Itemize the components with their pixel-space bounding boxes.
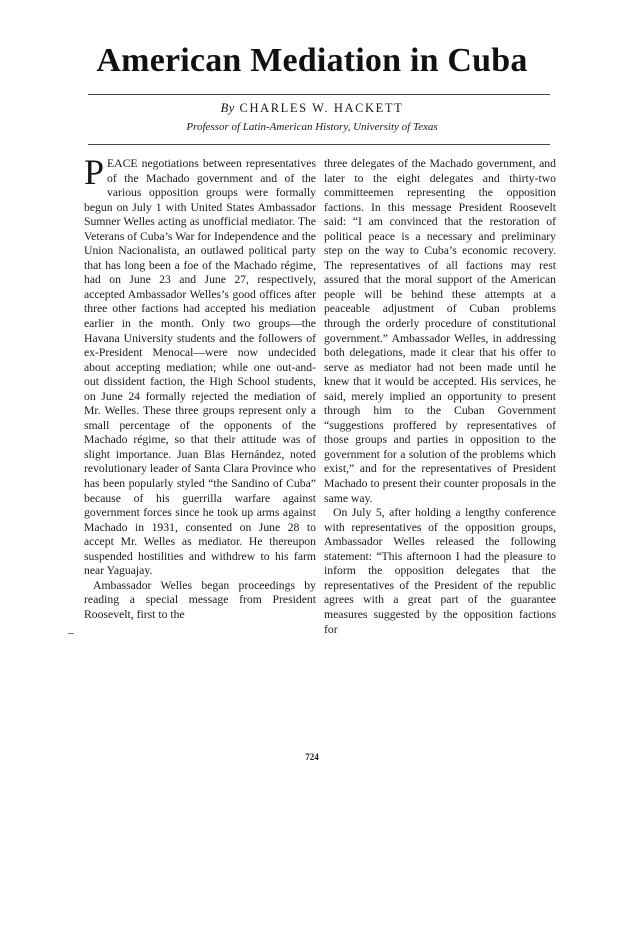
author-name: CHARLES W. HACKETT bbox=[239, 101, 404, 115]
left-column bbox=[84, 152, 316, 623]
drop-cap: P bbox=[84, 152, 105, 192]
title-rule-top bbox=[88, 94, 550, 95]
left-paragraph-1 bbox=[84, 152, 316, 579]
right-paragraph-1: three delegates of the Machado government, and later to the eight delegates and thirty-two committeemen representing the opposition factions. In this message President Roosevelt said: “I am convinced that the restoration of political peace is a necessary and preliminary step on the way to Cuba’s economic recovery. The representatives of all factions may rest assured that the moral support of the American people will be behind these attempts at a peaceable adjustment of Cuban problems through the orderly procedure of constitutional government.” Ambassador Welles, in addressing both delegations, made it clear that his offer to serve as mediator had not been made until he knew that it would be accepted. His services, he said, merely implied an opportunity to present through him to the Cuban Government “suggestions proffered by representatives of those groups and parties in opposition to the government for a solution of the problems which exist,” and for the representatives of President Machado to present their counter proposals in the same way. bbox=[324, 157, 556, 505]
lead-smallcaps: EACE bbox=[107, 157, 138, 170]
author-affiliation: Professor of Latin-American History, University of Texas bbox=[186, 121, 438, 133]
margin-mark bbox=[68, 633, 74, 634]
byline-prefix: By bbox=[220, 101, 235, 115]
left-paragraph-2: Ambassador Welles began proceedings by reading a special message from President Roosevelt, first to the bbox=[84, 578, 316, 621]
left-paragraph-1-text: negotiations between representatives of the Machado government and of the various opposition groups were formally begun on July 1 with United States Ambassador Sumner Welles acting as unofficial mediator. The Veterans of Cuba’s War for Independence and the Union Nacionalista, an outlawed political party that has long been a foe of the Machado régime, had on June 23 and June 27, respectively, accepted Ambassador Welles’s good offices after three other factions had accepted his mediation earlier in the month. Only two groups—the Havana University students and the followers of ex-President Menocal—were now undecided about accepting mediation; while one out-and-out dissident faction, the High School students, on June 24 formally rejected the mediation of Mr. Welles. These three groups represent only a small percentage of the opponents of the Machado régime, so that their attitude was of slight importance. Juan Blas Hernández, noted revolutionary leader of Santa Clara Province who has been popularly styled “the Sandino of Cuba” because of his guerrilla warfare against government forces since he took up arms against Machado in 1931, consented on June 28 to accept Mr. Welles as mediator. He thereupon suspended hostilities and withdrew to his farm near Yaguajay. bbox=[84, 157, 316, 578]
right-column bbox=[324, 157, 556, 637]
title-rule-bottom bbox=[88, 144, 550, 145]
right-paragraph-2: On July 5, after holding a lengthy conference with representatives of the opposition groups, Ambassador Welles released the following statement: “This afternoon I had the pleasure to inform the opposition delegates that the representatives of the President of the republic agrees with a great part of the guarantee measures suggested by the opposition factions for bbox=[324, 506, 556, 636]
page-number: 724 bbox=[305, 752, 319, 762]
byline bbox=[0, 101, 624, 116]
article-title: American Mediation in Cuba bbox=[96, 42, 528, 79]
